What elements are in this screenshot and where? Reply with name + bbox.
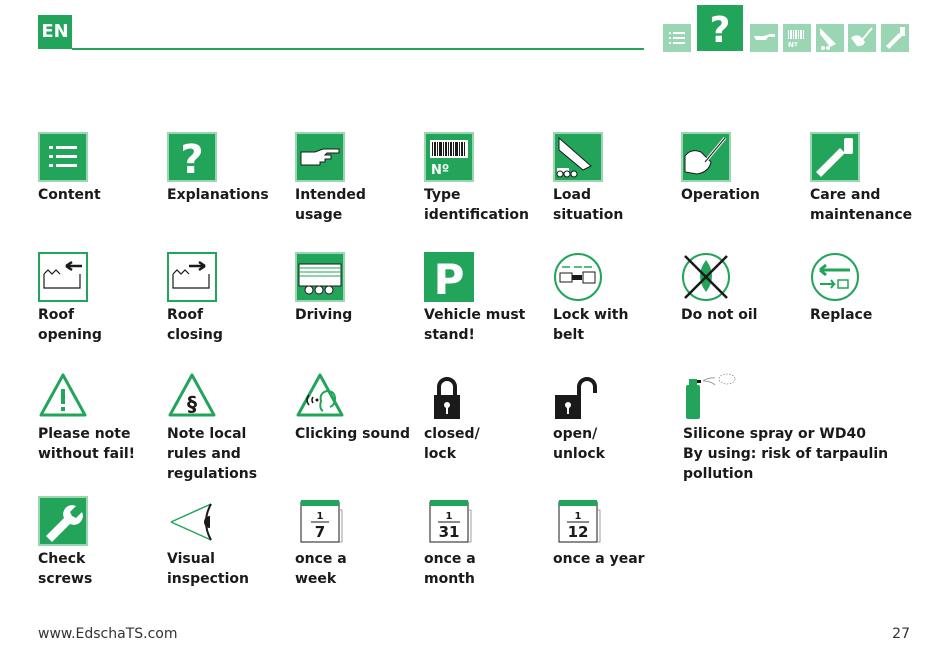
header-rule: [72, 48, 644, 50]
label-line: inspection: [167, 571, 249, 587]
legend-item-lock-belt: [553, 252, 681, 345]
legend-item-check-screws: [38, 496, 166, 589]
label-line: belt: [553, 327, 585, 343]
legend-item-visual-inspection: [167, 496, 295, 589]
legend-item-please-note: [38, 371, 166, 464]
label-line: once a: [295, 551, 347, 567]
brush-icon: [881, 24, 909, 52]
svg-text:Nº: Nº: [431, 163, 450, 178]
hand-operation-icon: [848, 24, 876, 52]
legend-item-closed-lock: [424, 371, 552, 464]
label-line: closing: [167, 327, 223, 343]
brush-icon: [810, 132, 860, 182]
label-line: Content: [38, 187, 101, 203]
legend-item-intended-usage: [295, 132, 423, 225]
language-badge: EN: [38, 15, 72, 49]
parking-icon: [424, 252, 474, 302]
label-line: Visual: [167, 551, 215, 567]
svg-text:P: P: [433, 255, 465, 302]
belt-lock-icon: [553, 252, 603, 302]
replace-icon: [810, 252, 860, 302]
svg-text:1: 1: [445, 511, 453, 522]
legend-item-once-a-week: [295, 496, 423, 589]
calendar-year-icon: [553, 496, 603, 546]
label-line: Intended: [295, 187, 366, 203]
label-line: month: [424, 571, 475, 587]
label-line: Please note: [38, 426, 131, 442]
legend-item-explanations: [167, 132, 295, 205]
label-line: usage: [295, 207, 343, 223]
label-line: situation: [553, 207, 624, 223]
label-line: once a year: [553, 551, 645, 567]
legend-item-vehicle-stand: [424, 252, 552, 345]
barcode-icon: [424, 132, 474, 182]
barcode-icon: [783, 24, 811, 52]
truck-load-icon: [553, 132, 603, 182]
nav-type-button[interactable]: [783, 24, 811, 52]
list-icon: [38, 132, 88, 182]
wrench-icon: [38, 496, 88, 546]
truck-driving-icon: [295, 252, 345, 302]
nav-load-button[interactable]: [816, 24, 844, 52]
label-line: maintenance: [810, 207, 913, 223]
roof-closing-icon: [167, 252, 217, 302]
ear-sound-icon: [295, 371, 345, 421]
svg-text:1: 1: [316, 511, 324, 522]
svg-text:7: 7: [314, 523, 326, 541]
legend-item-do-not-oil: [681, 252, 809, 325]
legend-item-driving: [295, 252, 423, 325]
calendar-week-icon: [295, 496, 345, 546]
section-law-icon: [167, 371, 217, 421]
nav-usage-button[interactable]: [750, 24, 778, 52]
label-line: stand!: [424, 327, 475, 343]
label-line: unlock: [553, 446, 605, 462]
legend-item-open-unlock: [553, 371, 681, 464]
label-line: By using: risk of tarpaulin: [683, 446, 889, 462]
eye-icon: [167, 496, 217, 546]
warning-icon: [38, 371, 88, 421]
label-line: open/: [553, 426, 598, 442]
nav-explanations-button[interactable]: [697, 5, 743, 51]
pointing-hand-icon: [750, 24, 778, 52]
label-line: lock: [424, 446, 457, 462]
svg-text:Nº: Nº: [788, 41, 798, 49]
legend-item-care-maintenance: [810, 132, 938, 225]
svg-text:?: ?: [180, 137, 204, 182]
label-line: rules and: [167, 446, 241, 462]
truck-load-icon: [816, 24, 844, 52]
label-line: Operation: [681, 187, 760, 203]
label-line: identification: [424, 207, 529, 223]
calendar-month-icon: [424, 496, 474, 546]
roof-opening-icon: [38, 252, 88, 302]
legend-item-local-rules: [167, 371, 295, 484]
legend-item-type-identification: [424, 132, 552, 225]
legend-item-clicking-sound: [295, 371, 423, 444]
legend-item-once-a-year: [553, 496, 681, 569]
label-line: Check: [38, 551, 86, 567]
label-line: Driving: [295, 307, 353, 323]
label-line: closed/: [424, 426, 480, 442]
label-line: Do not oil: [681, 307, 758, 323]
label-line: once a: [424, 551, 476, 567]
svg-text:12: 12: [567, 523, 589, 541]
label-line: Load: [553, 187, 592, 203]
label-line: regulations: [167, 466, 258, 482]
label-line: without fail!: [38, 446, 136, 462]
list-icon: [663, 24, 691, 52]
hand-operation-icon: [681, 132, 731, 182]
label-line: screws: [38, 571, 93, 587]
label-line: Replace: [810, 307, 873, 323]
label-line: week: [295, 571, 337, 587]
svg-text:§: §: [187, 392, 197, 416]
label-line: Roof: [167, 307, 204, 323]
footer-website-link[interactable]: www.EdschaTS.com: [38, 626, 178, 642]
legend-item-silicone-spray: [683, 371, 913, 484]
nav-care-button[interactable]: [881, 24, 909, 52]
legend-item-roof-opening: [38, 252, 166, 345]
label-line: opening: [38, 327, 102, 343]
svg-text:1: 1: [574, 511, 582, 522]
nav-operation-button[interactable]: [848, 24, 876, 52]
page-number: 27: [892, 626, 910, 642]
label-line: Lock with: [553, 307, 629, 323]
label-line: Care and: [810, 187, 881, 203]
svg-text:31: 31: [438, 523, 460, 541]
question-icon: [167, 132, 217, 182]
legend-item-load-situation: [553, 132, 681, 225]
pointing-hand-icon: [295, 132, 345, 182]
question-icon: [697, 5, 743, 51]
svg-text:?: ?: [709, 10, 731, 51]
label-line: Silicone spray or WD40: [683, 426, 866, 442]
legend-item-content: [38, 132, 166, 205]
label-line: Explanations: [167, 187, 269, 203]
legend-item-replace: [810, 252, 938, 325]
padlock-closed-icon: [424, 371, 474, 421]
no-oil-icon: [681, 252, 731, 302]
label-line: Clicking sound: [295, 426, 411, 442]
label-line: Roof: [38, 307, 75, 323]
legend-item-roof-closing: [167, 252, 295, 345]
label-line: Note local: [167, 426, 247, 442]
label-line: pollution: [683, 466, 754, 482]
legend-item-once-a-month: [424, 496, 552, 589]
padlock-open-icon: [553, 371, 603, 421]
spray-can-icon: [683, 371, 737, 421]
nav-content-button[interactable]: [663, 24, 691, 52]
legend-item-operation: [681, 132, 809, 205]
label-line: Type: [424, 187, 461, 203]
label-line: Vehicle must: [424, 307, 526, 323]
